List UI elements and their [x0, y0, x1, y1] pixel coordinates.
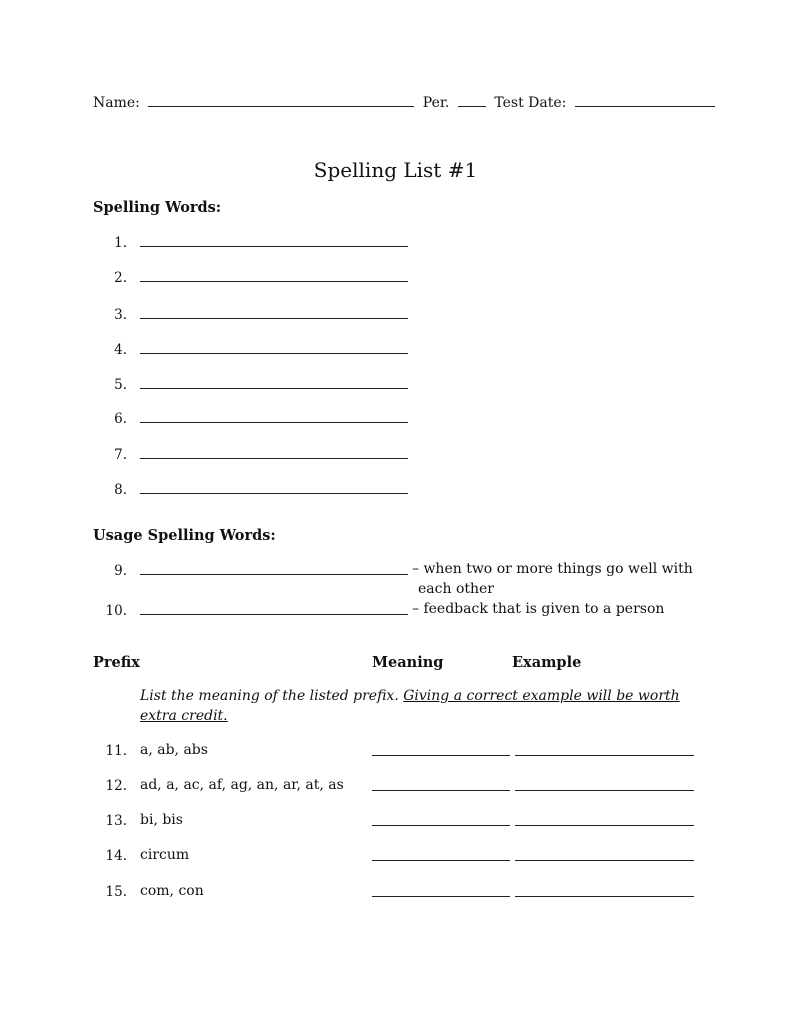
usage-word-number: 10.: [105, 603, 127, 619]
example-blank[interactable]: [515, 790, 694, 791]
prefix-number: 12.: [105, 778, 127, 794]
example-column-heading: Example: [512, 654, 582, 671]
period-label: Per.: [422, 95, 450, 111]
meaning-blank[interactable]: [372, 755, 510, 756]
spelling-word-blank[interactable]: [140, 388, 408, 389]
spelling-word-blank[interactable]: [140, 281, 408, 282]
spelling-word-number: 2.: [114, 270, 127, 286]
prefix-text: a, ab, abs: [140, 742, 208, 758]
usage-words-heading: Usage Spelling Words:: [93, 527, 276, 544]
meaning-blank[interactable]: [372, 825, 510, 826]
usage-word-number: 9.: [114, 563, 127, 579]
prefix-text: circum: [140, 847, 190, 863]
spelling-word-blank[interactable]: [140, 353, 408, 354]
spelling-word-number: 1.: [114, 235, 127, 251]
period-blank[interactable]: [458, 94, 486, 107]
spelling-word-number: 3.: [114, 307, 127, 323]
spelling-word-number: 5.: [114, 377, 127, 393]
usage-word-definition: – feedback that is given to a person: [412, 601, 665, 617]
meaning-column-heading: Meaning: [372, 654, 444, 671]
meaning-blank[interactable]: [372, 896, 510, 897]
prefix-text: com, con: [140, 883, 204, 899]
example-blank[interactable]: [515, 755, 694, 756]
meaning-blank[interactable]: [372, 860, 510, 861]
test-date-blank[interactable]: [575, 94, 715, 107]
spelling-word-number: 4.: [114, 342, 127, 358]
example-blank[interactable]: [515, 825, 694, 826]
prefix-number: 11.: [105, 743, 127, 759]
usage-word-definition-cont: each other: [418, 581, 494, 597]
prefix-number: 13.: [105, 813, 127, 829]
page-title: Spelling List #1: [313, 158, 478, 182]
spelling-words-heading: Spelling Words:: [93, 199, 222, 216]
header-row: [93, 94, 715, 110]
example-blank[interactable]: [515, 896, 694, 897]
spelling-word-number: 8.: [114, 482, 127, 498]
usage-word-blank[interactable]: [140, 614, 408, 615]
usage-word-blank[interactable]: [140, 574, 408, 575]
prefix-text: ad, a, ac, af, ag, an, ar, at, as: [140, 777, 344, 793]
name-blank[interactable]: [148, 94, 414, 107]
meaning-blank[interactable]: [372, 790, 510, 791]
spelling-word-blank[interactable]: [140, 422, 408, 423]
test-date-label: Test Date:: [494, 95, 567, 111]
spelling-word-blank[interactable]: [140, 246, 408, 247]
spelling-word-blank[interactable]: [140, 458, 408, 459]
example-blank[interactable]: [515, 860, 694, 861]
instructions-extra-credit: Giving a correct example will be worth extra credit.: [140, 688, 680, 724]
spelling-word-number: 7.: [114, 447, 127, 463]
spelling-word-blank[interactable]: [140, 493, 408, 494]
prefix-number: 15.: [105, 884, 127, 900]
spelling-word-number: 6.: [114, 411, 127, 427]
prefix-number: 14.: [105, 848, 127, 864]
prefix-instructions: [140, 686, 680, 726]
instructions-text: List the meaning of the listed prefix.: [140, 688, 399, 704]
usage-word-definition: – when two or more things go well with: [412, 561, 693, 577]
spelling-word-blank[interactable]: [140, 318, 408, 319]
prefix-text: bi, bis: [140, 812, 183, 828]
name-label: Name:: [93, 95, 140, 111]
prefix-column-heading: Prefix: [93, 654, 140, 671]
